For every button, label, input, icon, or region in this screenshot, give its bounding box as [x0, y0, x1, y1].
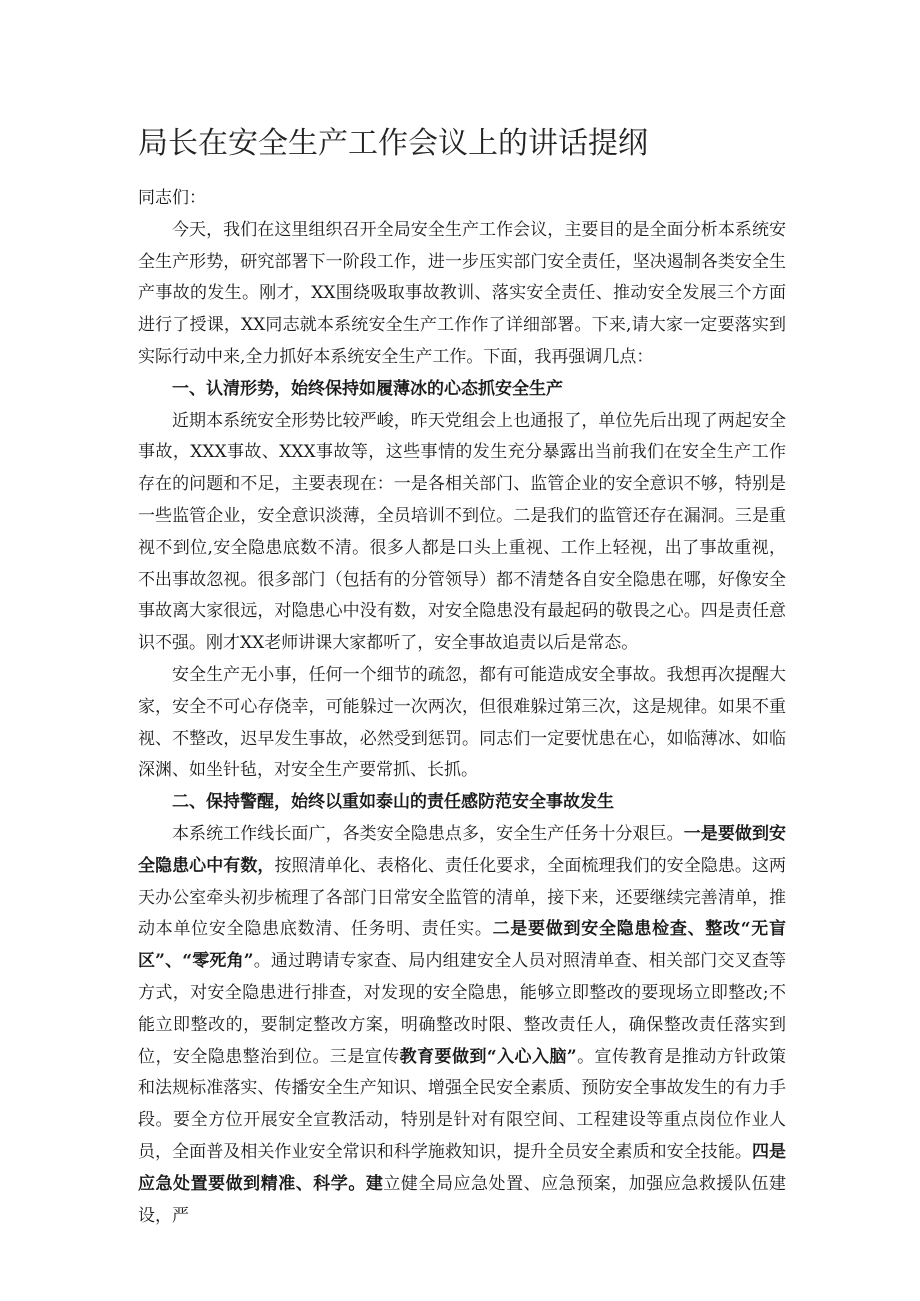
- section1-paragraph-2: 安全生产无小事，任何一个细节的疏忽，都有可能造成安全事故。我想再次提醒大家，安全不可心存侥幸，可能躲过一次两次，但很难躲过第三次，这是规律。如果不重视、不整改，迟早发生事故，必然受到惩罚。同志们一定要忧患在心，如临薄冰、如临深渊、如坐针毡，对安全生产要常抓、长抓。: [138, 664, 786, 781]
- bold-run: 一是要做到安全隐患心中有数，: [138, 823, 787, 876]
- text-run: 立健全局应急处置、应急预案，加强应急救援队伍建设，严: [138, 1173, 787, 1226]
- section2-paragraph-1: [138, 819, 786, 1232]
- text-run: 。通过聘请专家查、局内组建安全人员对照清单查、相关部门交叉查等方式，对安全隐患进行排查，对发现的安全隐患，能够立即整改的要现场立即整改;不能立即整改的，要制定整改方案，明确整改时限、整改责任人，确保整改责任落实到位，安全隐患整治到位。三是宣传: [138, 951, 786, 1067]
- document-body: [138, 183, 786, 1232]
- text-run: 按照清单化、表格化、责任化要求，全面梳理我们的安全隐患。这两天办公室牵头初步梳理了各部门日常安全监管的清单，接下来，还要继续完善清单，推动本单位安全隐患底数清、任务明、责任实。: [138, 855, 787, 940]
- section-heading-2: 二、保持警醒，始终以重如泰山的责任感防范安全事故发生: [172, 792, 614, 813]
- bold-run: 教育要做到“入心入脑”: [399, 1046, 577, 1067]
- page-title: 局长在安全生产工作会议上的讲话提纲: [138, 126, 648, 161]
- intro-paragraph: 今天，我们在这里组织召开全局安全生产工作会议，主要目的是全面分析本系统安全生产形势，研究部署下一阶段工作，进一步压实部门安全责任，坚决遏制各类安全生产事故的发生。刚才，XX围绕吸取事故教训、落实安全责任、推动安全发展三个方面进行了授课，XX同志就本系统安全生产工作作了详细部署。下来,请大家一定要落实到实际行动中来,全力抓好本系统安全生产工作。下面，我再强调几点：: [138, 219, 786, 367]
- bold-run: 二是要做到安全隐患检查、整改“无盲区”、“零死角”: [138, 919, 787, 972]
- salutation: 同志们：: [138, 188, 206, 208]
- bold-run: 四是应急处置要做到精准、科学。建: [138, 1141, 787, 1194]
- text-run: 本系统工作线长面广，各类安全隐患点多，安全生产任务十分艰巨。: [172, 823, 684, 844]
- section1-paragraph-1: 近期本系统安全形势比较严峻，昨天党组会上也通报了，单位先后出现了两起安全事故，XXX事故、XXX事故等，这些事情的发生充分暴露出当前我们在安全生产工作存在的问题和不足，主要表现在：一是各相关部门、监管企业的安全意识不够，特别是一些监管企业，安全意识淡薄，全员培训不到位。二是我们的监管还存在漏洞。三是重视不到位,安全隐患底数不清。很多人都是口头上重视、工作上轻视，出了事故重视，不出事故忽视。很多部门（包括有的分管领导）都不清楚各自安全隐患在哪，好像安全事故离大家很远，对隐患心中没有数，对安全隐患没有最起码的敬畏之心。四是责任意识不强。刚才XX老师讲课大家都听了，安全事故追责以后是常态。: [138, 410, 786, 654]
- text-run: 。宣传教育是推动方针政策和法规标准落实、传播安全生产知识、增强全民安全素质、预防安全事故发生的有力手段。要全方位开展安全宣教活动，特别是针对有限空间、工程建设等重点岗位作业人员，全面普及相关作业安全常识和科学施救知识，提升全员安全素质和安全技能。: [138, 1046, 787, 1162]
- section-heading-1: 一、认清形势，始终保持如履薄冰的心态抓安全生产: [172, 378, 563, 399]
